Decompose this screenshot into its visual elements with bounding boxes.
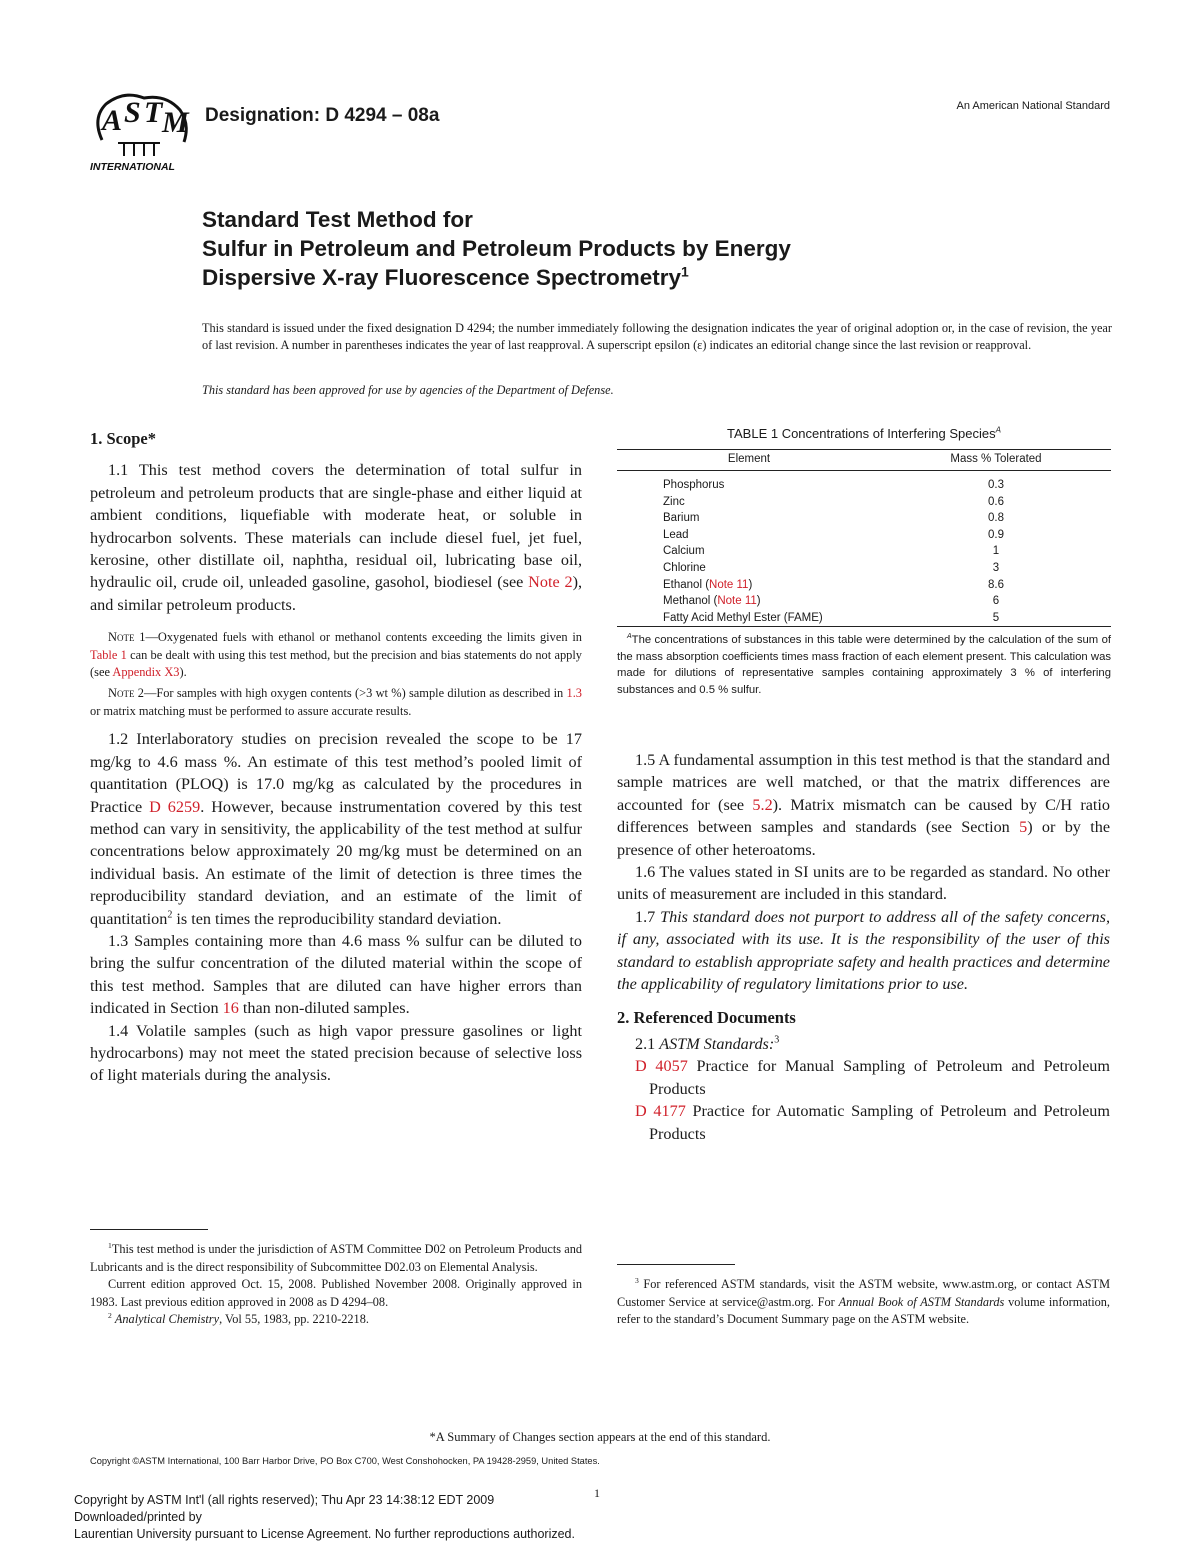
mass-cell: 3 — [992, 561, 1000, 574]
interfering-species-table — [617, 449, 1111, 627]
dod-statement: This standard has been approved for use by agencies of the Department of Defense. — [202, 383, 614, 397]
document-title — [202, 205, 1102, 292]
summary-of-changes-note: *A Summary of Changes section appears at the end of this standard. — [429, 1430, 771, 1444]
svg-text:A: A — [102, 104, 123, 137]
link-1-3[interactable]: 1.3 — [566, 686, 582, 701]
download-line-1: Copyright by ASTM Int'l (all rights reserved); Thu Apr 23 14:38:12 EDT 2009 — [74, 1493, 495, 1507]
table-footnote: $^A$The concentrations of substances in this table were determined by the calculation of the sum of the mass absorption coefficients times mass fraction of each element present. This calculation was made for dilutions of representative samples containing approximately 3 % of interfering substances and 0.5 % sulfur. — [617, 633, 1111, 696]
para-2-1: 2.1 ASTM Standards:$^3$ — [635, 1034, 780, 1053]
link-note-11[interactable]: Note 11 — [709, 578, 749, 591]
national-standard-label: An American National Standard — [956, 100, 1110, 112]
table-row — [617, 577, 1111, 594]
link-section-16[interactable]: 16 — [222, 999, 239, 1018]
element-cell: Chlorine — [663, 561, 706, 574]
table-title: TABLE 1 Concentrations of Interfering Species$^A$ — [727, 425, 1001, 441]
link-section-5[interactable]: 5 — [1019, 818, 1028, 837]
scope-heading: 1. Scope* — [90, 429, 156, 448]
note-2: Note 2—For samples with high oxygen contents (>3 wt %) sample dilution as described in 1.3 or matrix matching must be performed to assure accurate results. — [90, 686, 582, 718]
left-column — [90, 428, 582, 1087]
link-d6259[interactable]: D 6259 — [149, 797, 201, 816]
footnote-2: $^2$ Analytical Chemistry, Vol 55, 1983, pp. 2210-2218. — [108, 1310, 369, 1326]
para-1-6: 1.6 The values stated in SI units are to be regarded as standard. No other units of measurement are included in this standard. — [617, 863, 1110, 904]
reference-code-link[interactable]: D 4177 — [635, 1102, 686, 1121]
mass-cell: 8.6 — [988, 578, 1004, 591]
table-row — [617, 560, 1111, 577]
svg-text:M: M — [162, 106, 189, 139]
download-notice — [74, 1492, 575, 1543]
mass-cell: 0.8 — [988, 512, 1004, 525]
element-cell: Methanol (Note 11) — [663, 595, 761, 608]
element-cell: Barium — [663, 512, 700, 525]
mass-cell: 6 — [992, 595, 1000, 608]
element-cell: Phosphorus — [663, 479, 725, 491]
title-line-1: Standard Test Method for — [202, 207, 473, 232]
designation: Designation: D 4294 – 08a — [205, 105, 440, 126]
reference-item: D 4177 Practice for Automatic Sampling of Petroleum and Petroleum Products — [635, 1102, 1110, 1143]
title-line-2: Sulfur in Petroleum and Petroleum Products by Energy — [202, 236, 791, 261]
refs-heading: 2. Referenced Documents — [617, 1008, 796, 1028]
svg-text:T: T — [144, 96, 163, 129]
table-row — [617, 527, 1111, 544]
copyright-line: Copyright ©ASTM International, 100 Barr Harbor Drive, PO Box C700, West Conshohocken, PA 19428-2959, United States. — [90, 1456, 600, 1466]
mass-cell: 1 — [992, 545, 1000, 558]
reference-list — [617, 1055, 1110, 1145]
logo-text: INTERNATIONAL — [90, 161, 175, 172]
link-appendix-x3[interactable]: Appendix X3 — [112, 665, 180, 680]
col-element: Element — [617, 450, 881, 471]
link-table-1[interactable]: Table 1 — [90, 647, 127, 662]
footnote-1b: Current edition approved Oct. 15, 2008. Published November 2008. Originally approved in 1983. Last previous edition approved in 2008 as D 4294–08. — [90, 1277, 582, 1309]
issuance-statement: This standard is issued under the fixed designation D 4294; the number immediately following the designation indicates the year of original adoption or, in the case of revision, the year of last revision. A number in parentheses indicates the year of last reapproval. A superscript epsilon (ε) indicates an editorial change since the last revision or reapproval. — [202, 321, 1112, 352]
col-mass: Mass % Tolerated — [881, 450, 1111, 471]
element-cell: Fatty Acid Methyl Ester (FAME) — [617, 610, 881, 627]
element-cell: Ethanol (Note 11) — [663, 578, 753, 591]
title-footnote-ref: 1 — [680, 263, 689, 280]
para-1-4: 1.4 Volatile samples (such as high vapor pressure gasolines or light hydrocarbons) may not meet the stated precision because of selective loss of light materials during the analysis. — [90, 1021, 582, 1085]
download-line-2: Downloaded/printed by — [74, 1510, 202, 1524]
link-5-2[interactable]: 5.2 — [752, 795, 773, 814]
reference-item: D 4057 Practice for Manual Sampling of Petroleum and Petroleum Products — [635, 1057, 1110, 1098]
element-cell: Calcium — [663, 545, 705, 558]
table-1 — [617, 426, 1111, 698]
right-column — [617, 749, 1110, 1145]
para-1-5: 1.5 A fundamental assumption in this test method is that the standard and sample matrices are well matched, or that the matrix differences are accounted for (see 5.2). Matrix mismatch can be caused by C/H ratio differences between samples and standards (see Section 5) or by the presence of other heteroatoms. — [617, 751, 1111, 859]
mass-cell: 0.6 — [988, 495, 1004, 508]
element-cell: Lead — [663, 528, 689, 541]
para-1-1: 1.1 This test method covers the determination of total sulfur in petroleum and petroleum products that are single-phase and either liquid at ambient conditions, liquefiable with moderate heat, or soluble in hydrocarbon solvents. These materials can include diesel fuel, jet fuel, kerosine, other distillate oil, naphtha, residual oil, lubricating base oil, hydraulic oil, crude oil, unleaded gasoline, gasohol, biodiesel (see Note 2), and similar petroleum products. — [90, 461, 582, 614]
table-row — [617, 543, 1111, 560]
table-row — [617, 593, 1111, 610]
table-row — [617, 471, 1111, 494]
link-note-2[interactable]: Note 2 — [528, 573, 573, 592]
footnotes-left — [90, 1241, 582, 1329]
mass-cell: 5 — [881, 610, 1111, 627]
table-row — [617, 510, 1111, 527]
footnote-3: $^3$ For referenced ASTM standards, visit the ASTM website, www.astm.org, or contact ASTM Customer Service at service@astm.org. For Annual Book of ASTM Standards volume information, refer to the standard’s Document Summary page on the ASTM website. — [617, 1275, 1111, 1326]
link-note-11[interactable]: Note 11 — [717, 595, 757, 608]
footnote-1: $^1$This test method is under the jurisdiction of ASTM Committee D02 on Petroleum Products and Lubricants and is the direct responsibility of Subcommittee D02.03 on Elemental Analysis. — [90, 1240, 582, 1274]
reference-code-link[interactable]: D 4057 — [635, 1057, 688, 1076]
svg-text:S: S — [124, 96, 141, 129]
page-number: 1 — [594, 1486, 600, 1500]
para-1-7: 1.7 This standard does not purport to address all of the safety concerns, if any, associated with its use. It is the responsibility of the user of this standard to establish appropriate safety and health practices and determine the applicability of regulatory limitations prior to use. — [617, 907, 1110, 994]
footnote-rule-left — [90, 1229, 208, 1230]
mass-cell: 0.3 — [988, 479, 1004, 491]
note-1: Note 1—Oxygenated fuels with ethanol or methanol contents exceeding the limits given in Table 1 can be dealt with using this test method, but the precision and bias statements do not apply (see Appendix X3). — [90, 630, 582, 680]
table-row — [617, 494, 1111, 511]
para-1-3: 1.3 Samples containing more than 4.6 mass % sulfur can be diluted to bring the sulfur concentration of the diluted material within the scope of this test method. Samples that are diluted can have higher errors than indicated in Section 16 than non-diluted samples. — [90, 931, 582, 1018]
download-line-3: Laurentian University pursuant to License Agreement. No further reproductions authorized. — [74, 1527, 575, 1541]
table-row — [617, 610, 1111, 627]
element-cell: Zinc — [663, 495, 685, 508]
footnote-rule-right — [617, 1264, 735, 1265]
mass-cell: 0.9 — [988, 528, 1004, 541]
title-line-3: Dispersive X-ray Fluorescence Spectrometry — [202, 265, 681, 290]
footnotes-right — [617, 1276, 1110, 1329]
astm-logo — [88, 92, 192, 172]
para-1-2: 1.2 Interlaboratory studies on precision revealed the scope to be 17 mg/kg to 4.6 mass %. An estimate of this test method’s pooled limit of quantitation (PLOQ) is 17.0 mg/kg as calculated by the procedures in Practice D 6259. However, because instrumentation covered by this test method can vary in sensitivity, the applicability of the test method at sulfur concentrations below approximately 20 mg/kg must be determined on an individual basis. An estimate of the limit of detection is three times the reproducibility standard deviation, and an estimate of the limit of quantitation$^2$ is ten times the reproducibility standard deviation. — [90, 730, 582, 928]
